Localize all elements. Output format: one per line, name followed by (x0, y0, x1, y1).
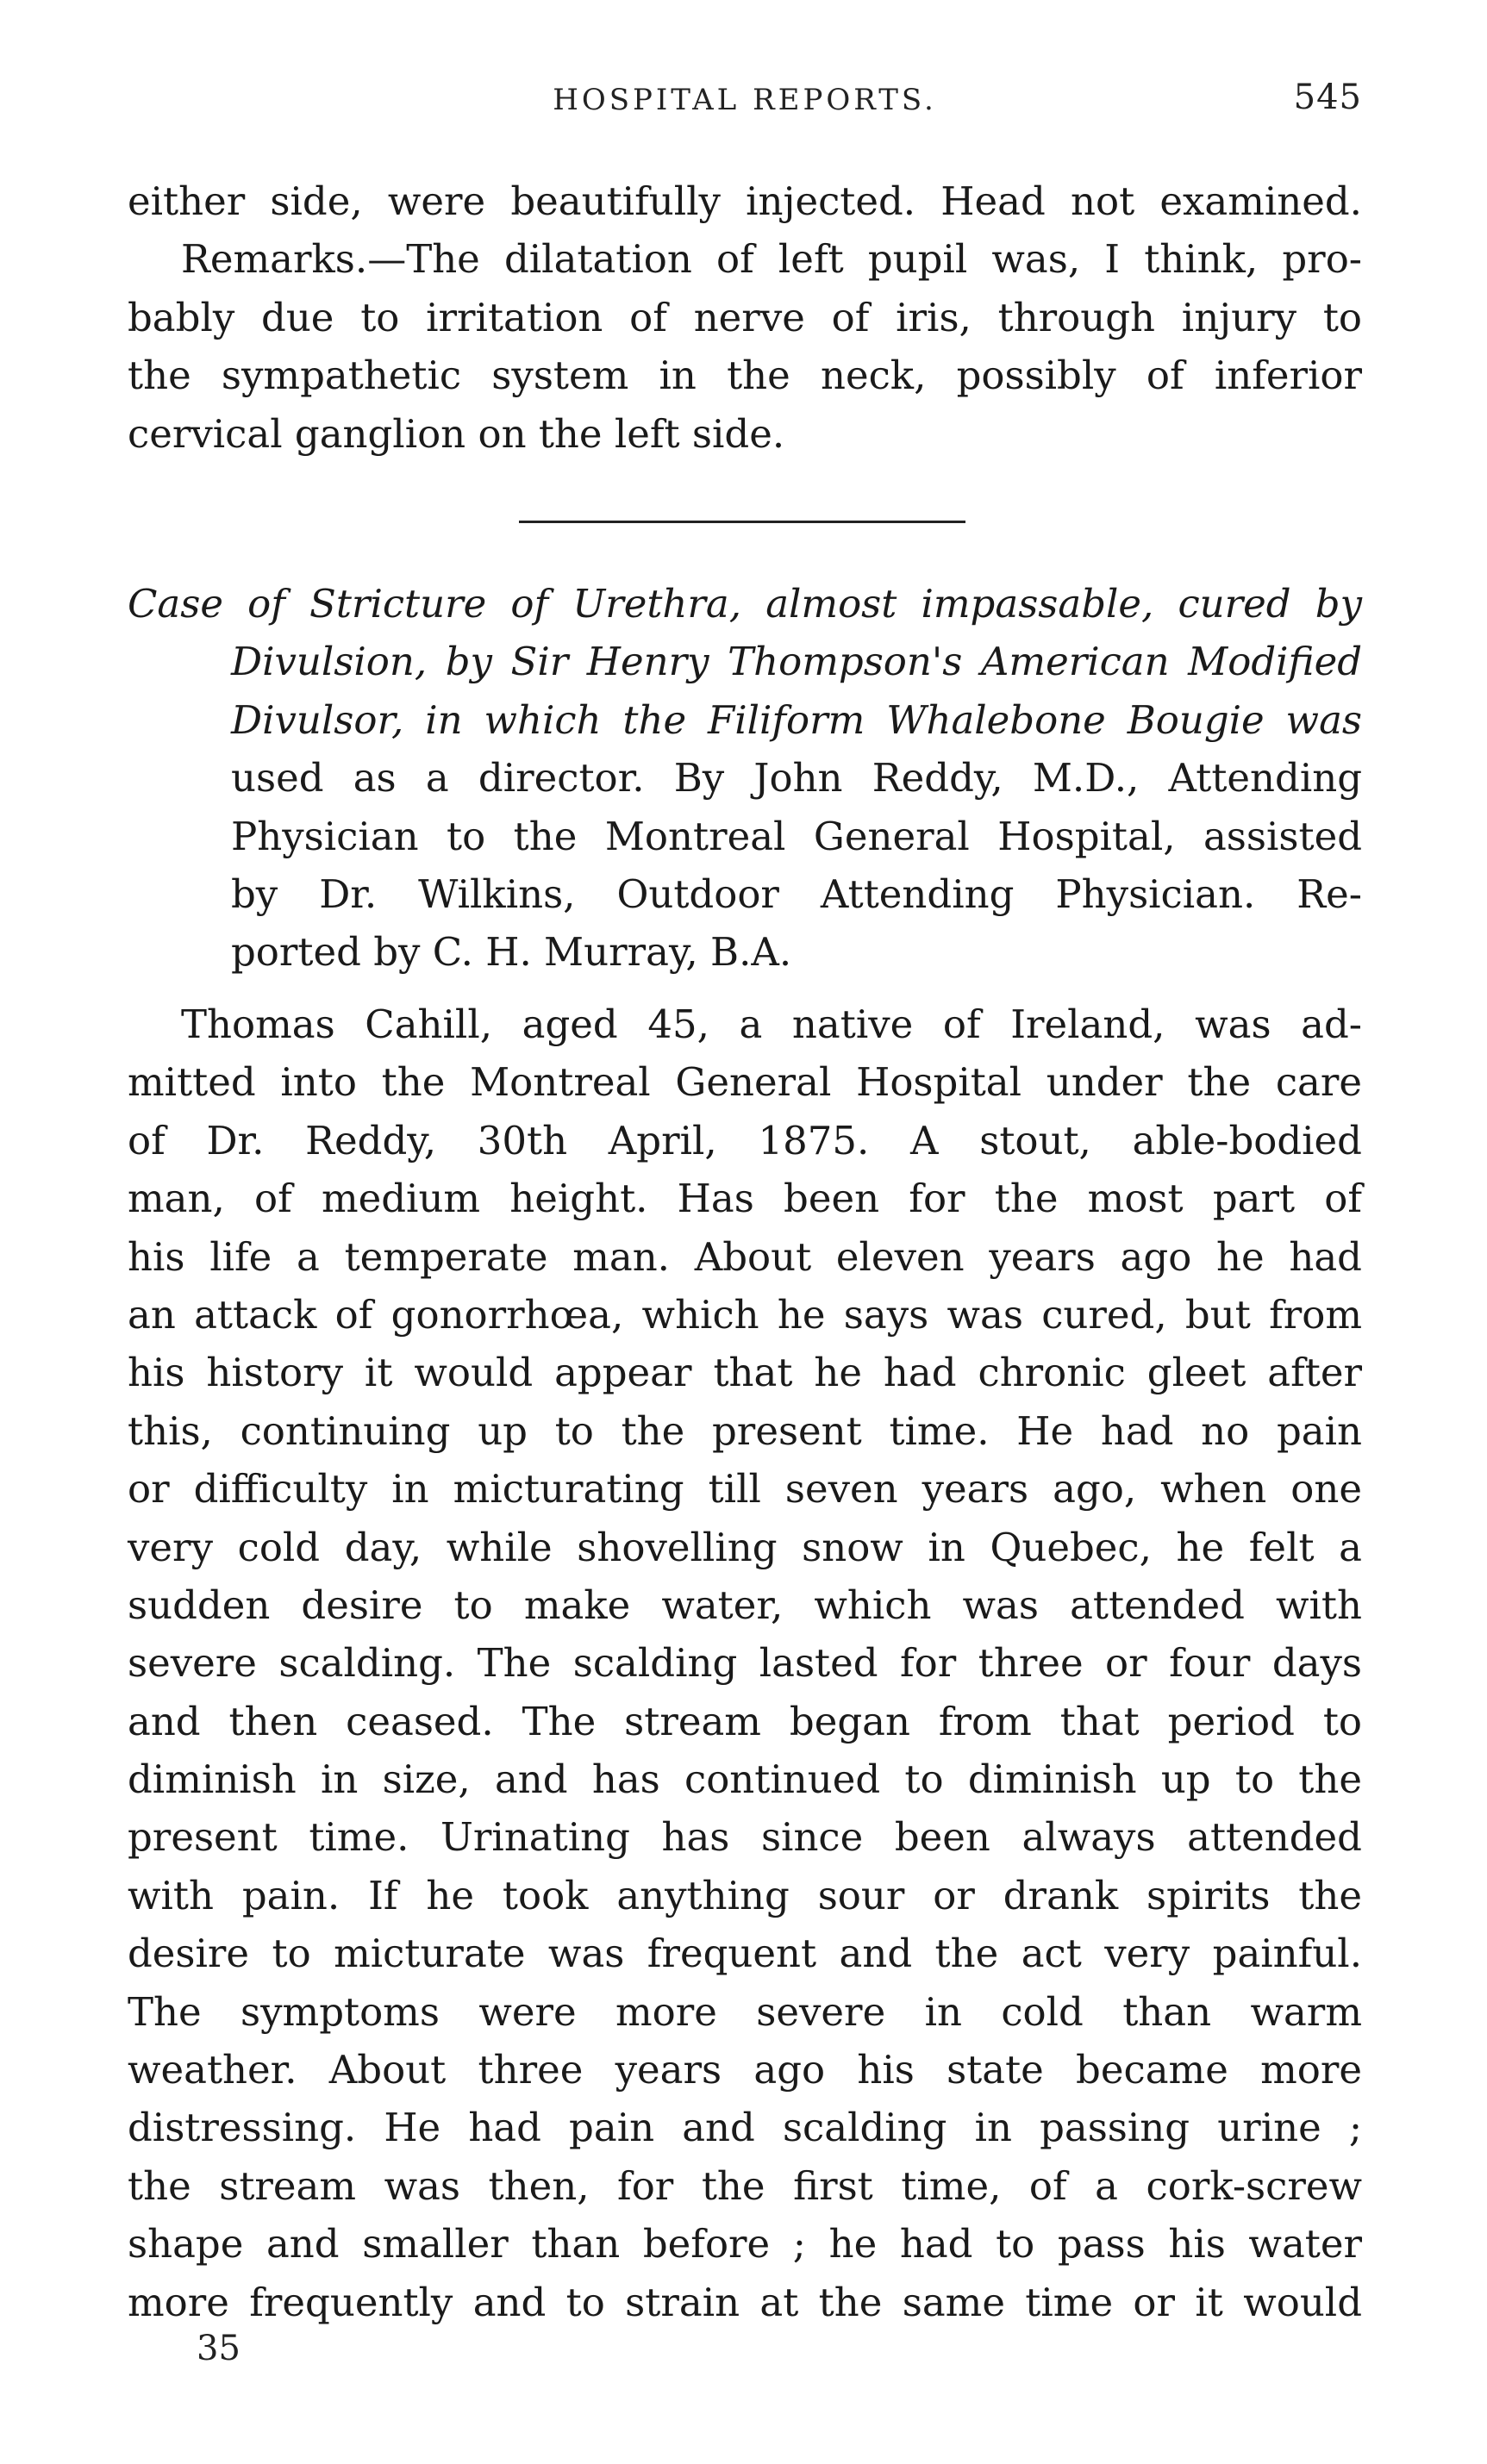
text-line: sudden desire to make water, which was attended with (128, 1581, 1362, 1628)
running-head (128, 78, 1362, 134)
heading-line: Divulsion, by Sir Henry Thompson's American Modified (231, 639, 1362, 685)
text-line: mitted into the Montreal General Hospital under the care (128, 1059, 1362, 1106)
text-line: his life a temperate man. About eleven years ago he had (128, 1233, 1362, 1280)
text-line: weather. About three years ago his state became more (128, 2047, 1362, 2093)
text-line: the stream was then, for the first time, of a cork-screw (128, 2162, 1362, 2209)
text-line: his history it would appear that he had chronic gleet after (128, 1350, 1362, 1396)
text-line: this, continuing up to the present time. He had no pain (128, 1407, 1362, 1454)
heading-line: Divulsor, in which the Filiform Whalebone Bougie was (231, 696, 1362, 743)
text-line: cervical ganglion on the left side. (128, 410, 785, 457)
text-line: or difficulty in micturating till seven years ago, when one (128, 1466, 1362, 1513)
text-line: man, of medium height. Has been for the most part of (128, 1176, 1362, 1222)
text-line: an attack of gonorrhœa, which he says was cured, but from (128, 1291, 1362, 1338)
text-line: bably due to irritation of nerve of iris, through injury to (128, 294, 1362, 340)
text-line: and then ceased. The stream began from that period to (128, 1698, 1362, 1744)
signature-mark: 35 (197, 2329, 241, 2368)
paragraph-case-history (128, 995, 1362, 2331)
text-line: severe scalding. The scalding lasted for three or four days (128, 1640, 1362, 1687)
text-line: either side, were beautifully injected. Head not examined. (128, 178, 1362, 224)
text-line: with pain. If he took anything sour or drank spirits the (128, 1872, 1362, 1918)
section-divider (519, 521, 965, 523)
heading-line: used as a director. By John Reddy, M.D., Attending (231, 755, 1362, 802)
text-line: The symptoms were more severe in cold than warm (128, 1988, 1362, 2035)
text-line: the sympathetic system in the neck, possibly of inferior (128, 352, 1362, 399)
case-heading (128, 575, 1362, 982)
heading-line: by Dr. Wilkins, Outdoor Attending Physician. Re- (231, 870, 1362, 917)
text-line: desire to micturate was frequent and the act very painful. (128, 1931, 1362, 1977)
text-line: very cold day, while shovelling snow in Quebec, he felt a (128, 1524, 1362, 1570)
text-line: distressing. He had pain and scalding in passing urine ; (128, 2105, 1362, 2151)
text-line: Thomas Cahill, aged 45, a native of Ireland, was ad- (181, 1001, 1362, 1047)
text-line: Remarks.—The dilatation of left pupil was, I think, pro- (181, 236, 1362, 283)
text-line: more frequently and to strain at the same time or it would (128, 2279, 1362, 2325)
heading-line: Physician to the Montreal General Hospital, assisted (231, 813, 1362, 859)
text-line: diminish in size, and has continued to diminish up to the (128, 1756, 1362, 1803)
text-line: present time. Urinating has since been always attended (128, 1814, 1362, 1861)
text-line: shape and smaller than before ; he had to pass his water (128, 2221, 1362, 2268)
heading-line: ported by C. H. Murray, B.A. (231, 929, 792, 976)
page-number: 545 (1293, 78, 1362, 117)
text-line: of Dr. Reddy, 30th April, 1875. A stout, able-bodied (128, 1117, 1362, 1163)
heading-line: Case of Stricture of Urethra, almost impassable, cured by (128, 581, 1362, 627)
running-title: HOSPITAL REPORTS. (553, 83, 937, 117)
paragraph-remarks (128, 172, 1362, 463)
